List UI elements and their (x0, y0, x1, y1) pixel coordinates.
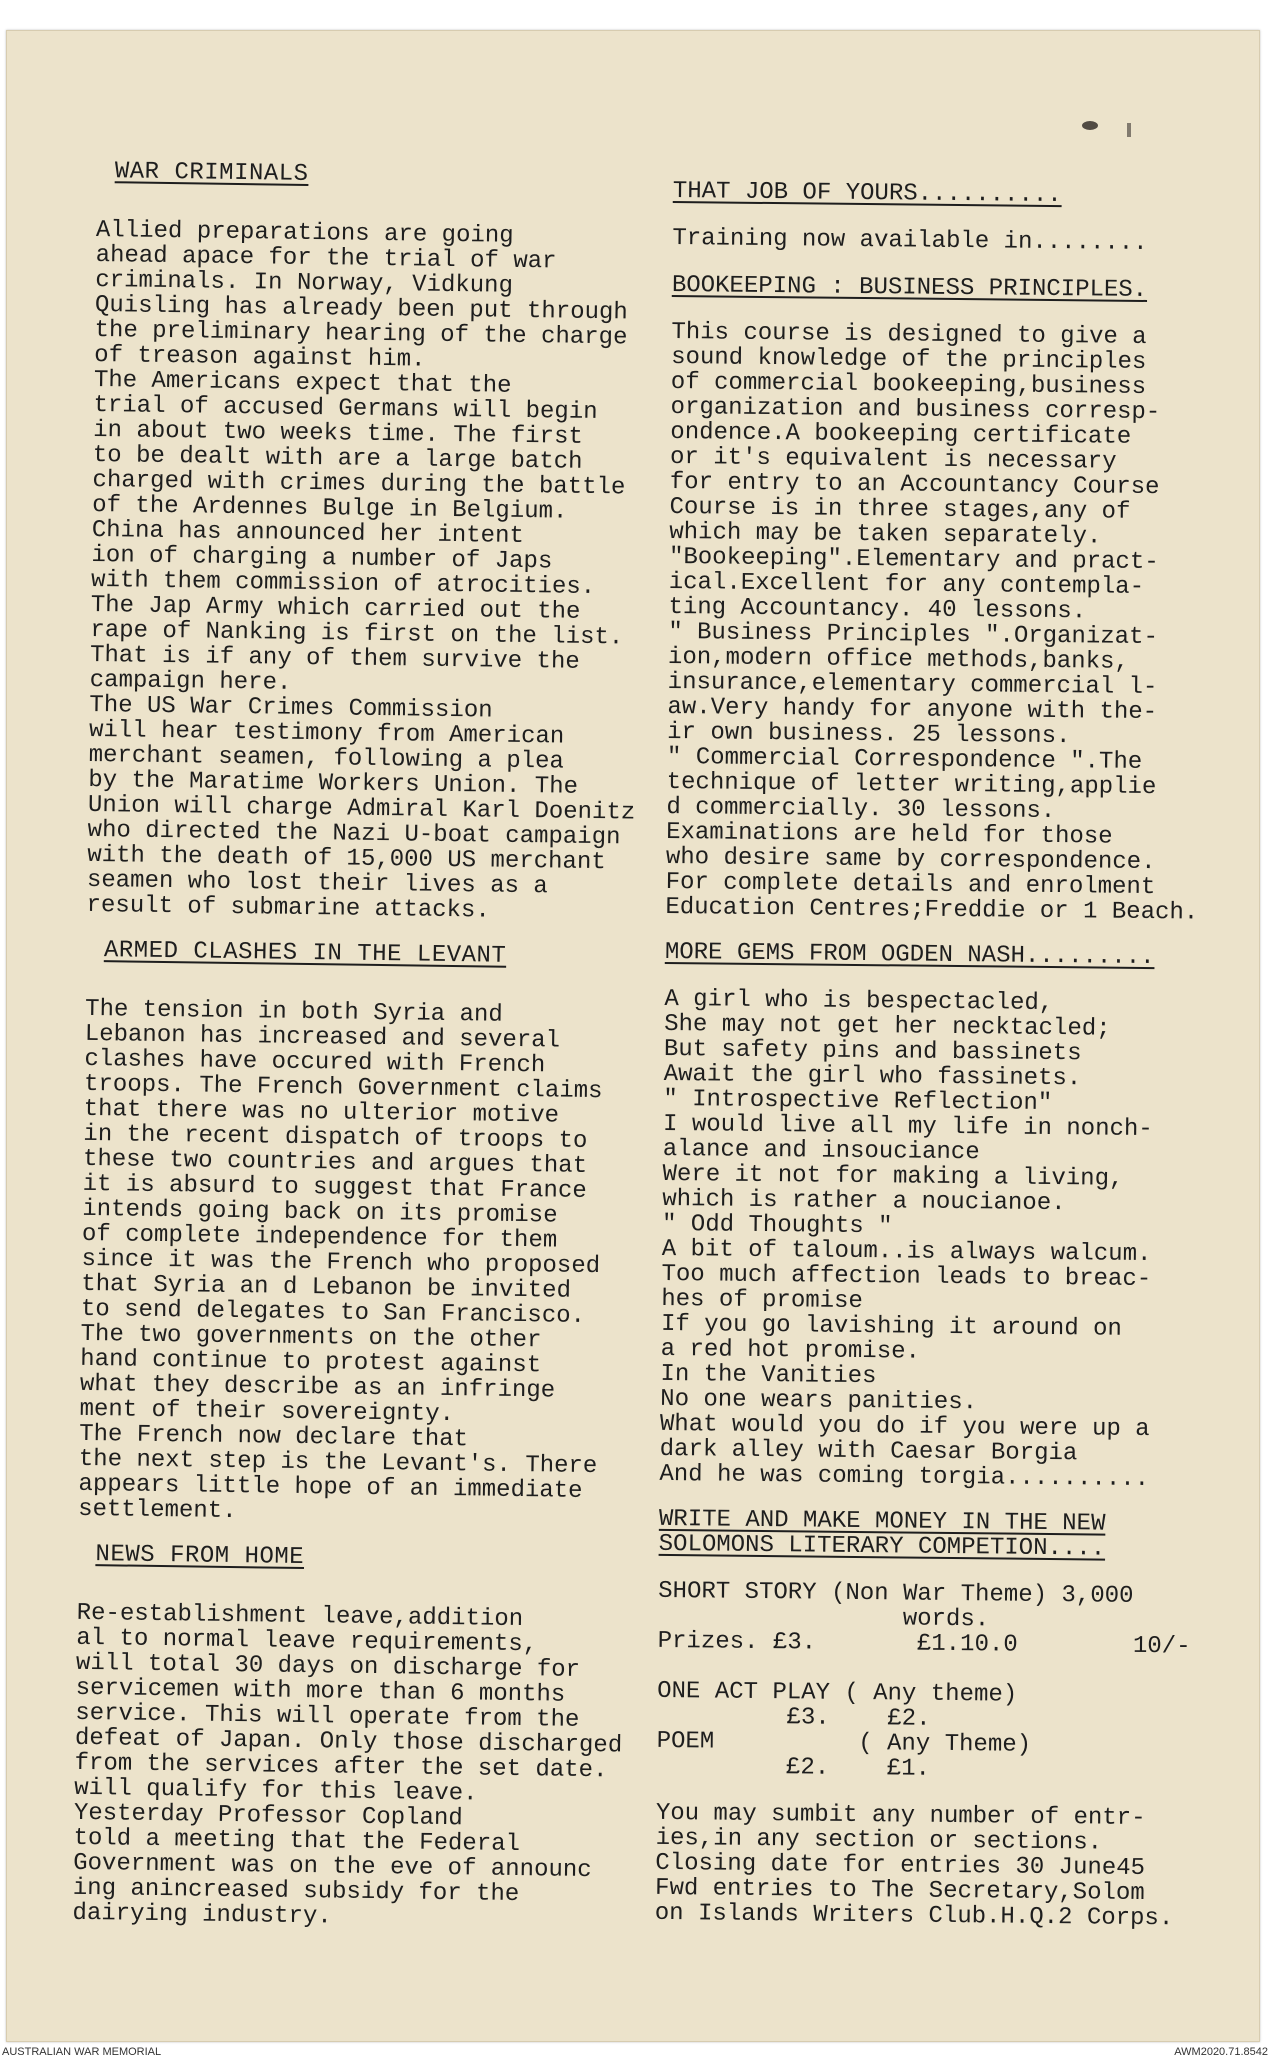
competition-heading: WRITE AND MAKE MONEY IN THE NEW SOLOMONS LITERARY COMPETION.... (658, 1505, 1106, 1563)
levant-heading: ARMED CLASHES IN THE LEVANT (103, 937, 507, 970)
bookkeeping-heading: BOOKEEPING : BUSINESS PRINCIPLES. (671, 271, 1148, 304)
war-criminals-article: Allied preparations are going ahead apace for the trial of war criminals. In Norway, Vidkung Quisling has already been put through the preliminary hearing of the charge of treason against him. The Americans expect that the trial of accused Germans will begin in about two weeks time. The first to be dealt with are a large batch charged with crimes during the battle of the Ardennes Bulge in Belgium. China has announced her intent ion of charging a number of Japs with them commission of atrocities. The Jap Army which carried out the rape of Nanking is first on the list. That is if any of them survive the campaign here. The US War Crimes Commission will hear testimony from American merchant seamen, following a plea by the Maratime Workers Union. The Union will charge Admiral Karl Doenitz who directed the Nazi U-boat campaign with the death of 15,000 US merchant seamen who lost their lives as a result of submarine attacks. (86, 216, 636, 925)
archive-name: AUSTRALIAN WAR MEMORIAL (2, 2046, 162, 2058)
right-column (654, 179, 1252, 1952)
ink-blot (1082, 121, 1098, 130)
job-heading: THAT JOB OF YOURS.......... (672, 178, 1062, 210)
news-heading: NEWS FROM HOME (95, 1541, 305, 1572)
war-criminals-heading: WAR CRIMINALS (114, 158, 309, 188)
archive-reference: AWM2020.71.8542 (1174, 2046, 1268, 2058)
competition-entry-info: You may sumbit any number of entr- ies,in any section or sections. Closing date for entries 30 June45 Fwd entries to The Secretary,Solom on Islands Writers Club.H.Q.2 Corps. (654, 1799, 1174, 1933)
bookkeeping-article: This course is designed to give a sound knowledge of the principles of commercial bookeeping,business organization and business corresp- ondence.A bookeeping certificate or it's equivalent is necessary for entry to an Accountancy Course Course is in three stages,any of which may be taken separately. "Bookeeping".Elementary and pract- ical.Excellent for any contempla- ting Accountancy. 40 lessons. " Business Principles ".Organizat- ion,modern office methods,banks, insurance,elementary commercial l- aw.Very handy for anyone with the- ir own business. 25 lessons. " Commercial Correspondence ".The technique of letter writing,applie d commercially. 30 lessons. Examinations are held for those who desire same by correspondence. For complete details and enrolment Education Centres;Freddie or 1 Beach. (665, 318, 1199, 927)
typed-page (6, 30, 1260, 2042)
nash-poems: A girl who is bespectacled, She may not get her necktacled; But safety pins and bassinets Await the girl who fassinets. " Introspective Reflection" I would live all my life in nonch- alance and insouciance Were it not for making a living, which is rather a noucianoe. " Odd Thoughts " A bit of taloum..is always walcum. Too much affection leads to breac- hes of promise If you go lavishing it around on a red hot promise. In the Vanities No one wears panities. What would you do if you were up a dark alley with Caesar Borgia And he was coming torgia.......... (659, 985, 1153, 1494)
nash-heading: MORE GEMS FROM OGDEN NASH......... (664, 938, 1155, 972)
news-article: Re-establishment leave,addition al to normal leave requirements, will total 30 days on discharge for servicemen with more than 6 months service. This will operate from the defeat of Japan. Only those discharged from the services after the set date. will qualify for this leave. Yesterday Professor Copland told a meeting that the Federal Government was on the eve of announc ing anincreased subsidy for the dairying industry. (72, 1599, 623, 1931)
archive-footer (0, 2044, 1271, 2061)
ink-mark (1127, 123, 1131, 137)
left-column (72, 159, 697, 1954)
competition-prizes: SHORT STORY (Non War Theme) 3,000 words. Prizes. £3. £1.10.0 10/- ONE ACT PLAY ( Any theme) £3. £2. POEM ( Any Theme) £2. £1. (656, 1577, 1191, 1783)
levant-article: The tension in both Syria and Lebanon has increased and several clashes have occured with French troops. The French Government claims that there was no ulterior motive in the recent dispatch of troops to these two countries and argues that it is absurd to suggest that France intends going back on its promise of complete independence for them since it was the French who proposed that Syria an d Lebanon be invited to send delegates to San Francisco. The two governments on the other hand continue to protest against what they describe as an infringe ment of their sovereignty. The French now declare that the next step is the Levant's. There appears little hope of an immediate settlement. (77, 995, 603, 1526)
training-line: Training now available in........ (672, 224, 1148, 257)
